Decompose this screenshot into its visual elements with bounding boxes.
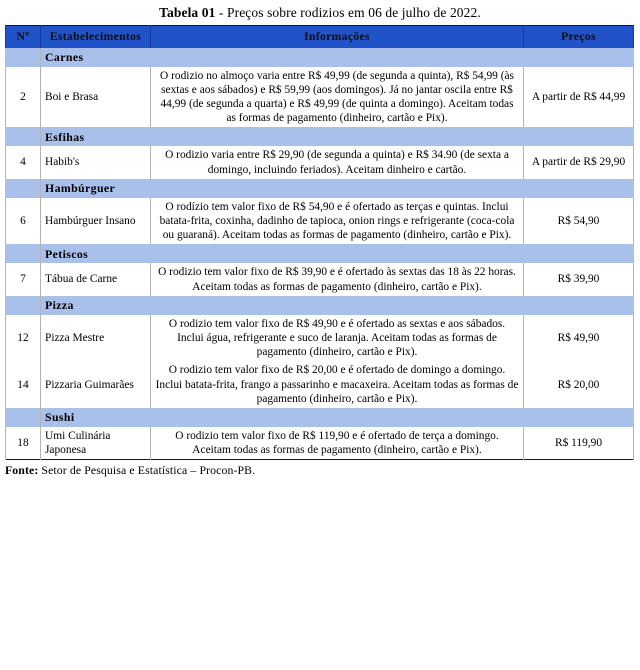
category-spacer	[6, 296, 41, 315]
row-information: O rodizio tem valor fixo de R$ 49,90 e é ofertado as sextas e aos sábados. Inclui água, refrigerante e suco de laranja. Aceitam todas as formas de pagamento (dinheiro, cartão e Pix).	[151, 315, 524, 362]
column-header-prices: Preços	[524, 26, 634, 48]
category-label-esfihas: Esfihas	[41, 127, 634, 146]
row-number: 18	[6, 427, 41, 460]
table-row	[6, 146, 634, 178]
row-number: 7	[6, 263, 41, 295]
row-number: 12	[6, 315, 41, 362]
table-header	[6, 26, 634, 48]
category-row	[6, 48, 634, 67]
row-price: A partir de R$ 29,90	[524, 146, 634, 178]
category-label-petiscos: Petiscos	[41, 244, 634, 263]
row-number: 14	[6, 361, 41, 408]
table-row	[6, 198, 634, 245]
category-spacer	[6, 179, 41, 198]
category-row	[6, 408, 634, 427]
page-title-rest: - Preços sobre rodizios em 06 de julho de 2022.	[215, 5, 481, 20]
category-row	[6, 127, 634, 146]
column-header-information: Informações	[151, 26, 524, 48]
row-information: O rodizio no almoço varia entre R$ 49,99 (de segunda a quinta), R$ 54,99 (às sextas e aos sábados) e R$ 59,99 (aos domingos). Já no jantar oscila entre R$ 44,99 (de segunda a quarta) e R$ 49,99 (de quinta a domingo). Aceitam todas as formas de pagamento (dinheiro, cartão e Pix).	[151, 67, 524, 128]
row-price: R$ 119,90	[524, 427, 634, 460]
table-row	[6, 427, 634, 460]
category-row	[6, 179, 634, 198]
page-title-label: Tabela 01	[159, 5, 216, 20]
row-price: A partir de R$ 44,99	[524, 67, 634, 128]
category-spacer	[6, 48, 41, 67]
row-information: O rodízio tem valor fixo de R$ 54,90 e é ofertado as terças e quintas. Inclui batata-frita, coxinha, dadinho de tapioca, onion rings e refrigerante (coca-cola ou guaraná). Aceitam todas as formas de pagamento (dinheiro, cartão e Pix).	[151, 198, 524, 245]
row-information: O rodizio tem valor fixo de R$ 20,00 e é ofertado de domingo a domingo. Inclui batata-frita, frango a passarinho e macaxeira. Aceitam todas as formas de pagamento (dinheiro, cartão e Pix).	[151, 361, 524, 408]
row-information: O rodizio tem valor fixo de R$ 119,90 e é ofertado de terça a domingo. Aceitam todas as formas de pagamento (dinheiro, cartão e Pix).	[151, 427, 524, 460]
page-title	[0, 0, 640, 25]
source-note	[5, 460, 640, 478]
category-spacer	[6, 408, 41, 427]
row-number: 6	[6, 198, 41, 245]
table-row	[6, 67, 634, 128]
table-row	[6, 361, 634, 408]
category-label-carnes: Carnes	[41, 48, 634, 67]
category-spacer	[6, 127, 41, 146]
table-header-row	[6, 26, 634, 48]
category-label-hamburguer: Hambúrguer	[41, 179, 634, 198]
row-establishment: Tábua de Carne	[41, 263, 151, 295]
row-price: R$ 39,90	[524, 263, 634, 295]
table-row	[6, 315, 634, 362]
category-label-sushi: Sushi	[41, 408, 634, 427]
row-price: R$ 20,00	[524, 361, 634, 408]
row-establishment: Hambúrguer Insano	[41, 198, 151, 245]
row-information: O rodizio varia entre R$ 29,90 (de segunda a quinta) e R$ 34.90 (de sexta a domingo, incluindo feriados). Aceitam dinheiro e cartão.	[151, 146, 524, 178]
table-body	[6, 48, 634, 460]
table-row	[6, 263, 634, 295]
category-row	[6, 244, 634, 263]
source-note-text: Setor de Pesquisa e Estatística – Procon-PB.	[38, 463, 256, 478]
row-establishment: Boi e Brasa	[41, 67, 151, 128]
row-establishment: Habib's	[41, 146, 151, 178]
category-label-pizza: Pizza	[41, 296, 634, 315]
row-number: 4	[6, 146, 41, 178]
row-information: O rodizio tem valor fixo de R$ 39,90 e é ofertado às sextas das 18 às 22 horas. Aceitam todas as formas de pagamento (dinheiro, cartão e Pix).	[151, 263, 524, 295]
category-spacer	[6, 244, 41, 263]
column-header-establishments: Estabelecimentos	[41, 26, 151, 48]
row-establishment: Pizza Mestre	[41, 315, 151, 362]
source-note-label: Fonte:	[5, 463, 39, 478]
row-price: R$ 54,90	[524, 198, 634, 245]
row-establishment: Pizzaria Guimarães	[41, 361, 151, 408]
row-number: 2	[6, 67, 41, 128]
category-row	[6, 296, 634, 315]
column-header-number: Nº	[6, 26, 41, 48]
row-price: R$ 49,90	[524, 315, 634, 362]
rodizio-price-table	[5, 25, 634, 460]
row-establishment: Umi Culinária Japonesa	[41, 427, 151, 460]
